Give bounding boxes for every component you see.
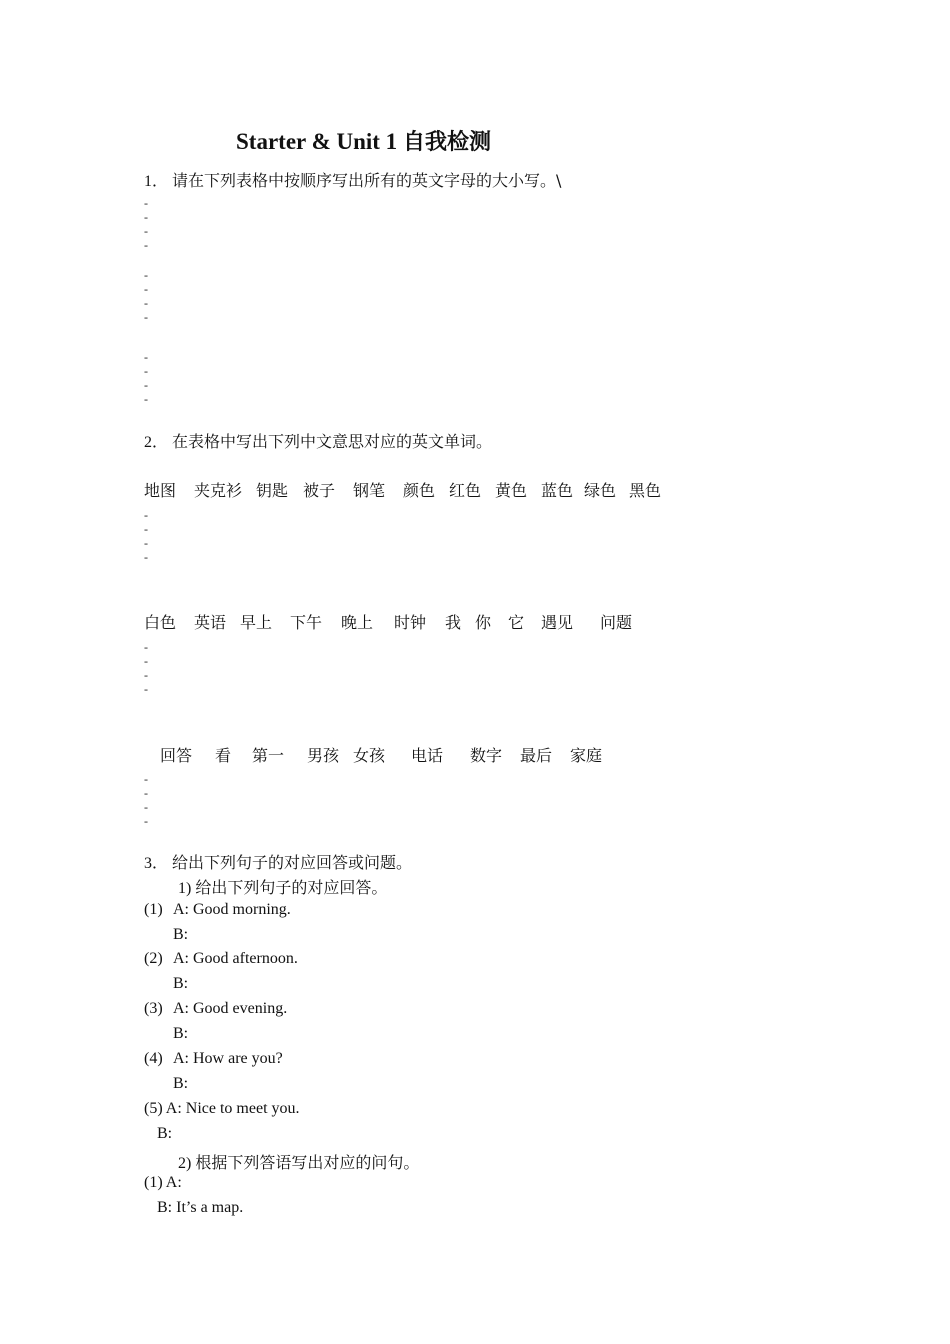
subsection-number: 1) bbox=[178, 880, 196, 897]
dialogue-a: A: Good morning. bbox=[173, 901, 291, 918]
subsection-text: 给出下列句子的对应回答。 bbox=[195, 878, 388, 897]
dash-mark: - bbox=[144, 786, 148, 800]
word-cell: 电话 bbox=[411, 746, 444, 765]
dash-mark: - bbox=[144, 350, 148, 364]
word-cell: 你 bbox=[475, 613, 492, 632]
dialogue-a: (1) A: bbox=[144, 1174, 182, 1191]
dash-mark: - bbox=[144, 682, 148, 696]
word-cell: 最后 bbox=[520, 746, 553, 765]
word-cell: 问题 bbox=[600, 613, 633, 632]
question-1 bbox=[144, 168, 561, 191]
word-cell: 男孩 bbox=[307, 746, 340, 765]
question-2 bbox=[144, 429, 492, 452]
table-placeholder bbox=[144, 350, 148, 406]
dash-mark: - bbox=[144, 550, 148, 564]
question-text: 请在下列表格中按顺序写出所有的英文字母的大小写。\ bbox=[172, 171, 562, 190]
word-cell: 被子 bbox=[303, 481, 336, 500]
dash-mark: - bbox=[144, 364, 148, 378]
word-cell: 蓝色 bbox=[541, 481, 574, 500]
dialogue-b: B: bbox=[173, 1075, 189, 1092]
item-number: (3) bbox=[144, 1000, 163, 1017]
dialogue-b: B: bbox=[157, 1125, 173, 1142]
dash-mark: - bbox=[144, 310, 148, 324]
table-placeholder bbox=[144, 196, 148, 252]
question-text: 在表格中写出下列中文意思对应的英文单词。 bbox=[172, 432, 493, 451]
dash-mark: - bbox=[144, 296, 148, 310]
question-text: 给出下列句子的对应回答或问题。 bbox=[172, 853, 413, 872]
word-cell: 红色 bbox=[449, 481, 482, 500]
question-number: 2． bbox=[144, 434, 169, 451]
dash-mark: - bbox=[144, 800, 148, 814]
word-cell: 时钟 bbox=[394, 613, 427, 632]
subsection-2 bbox=[178, 1150, 419, 1173]
dialogue-a: A: How are you? bbox=[173, 1050, 283, 1067]
word-cell: 白色 bbox=[144, 613, 177, 632]
item-number: (4) bbox=[144, 1050, 163, 1067]
dialogue-b: B: It’s a map. bbox=[157, 1199, 244, 1216]
dash-mark: - bbox=[144, 640, 148, 654]
dash-mark: - bbox=[144, 522, 148, 536]
dash-mark: - bbox=[144, 224, 148, 238]
dialogue-a: A: Good afternoon. bbox=[173, 950, 298, 967]
table-placeholder bbox=[144, 772, 148, 828]
word-cell: 绿色 bbox=[584, 481, 617, 500]
word-cell: 女孩 bbox=[353, 746, 386, 765]
subsection-1 bbox=[178, 875, 387, 898]
word-cell: 英语 bbox=[194, 613, 227, 632]
title-chinese: 自我检测 bbox=[402, 130, 491, 155]
word-cell: 回答 bbox=[160, 746, 193, 765]
word-cell: 我 bbox=[445, 613, 462, 632]
word-cell: 遇见 bbox=[541, 613, 574, 632]
dash-mark: - bbox=[144, 508, 148, 522]
word-cell: 钥匙 bbox=[256, 481, 289, 500]
dash-mark: - bbox=[144, 814, 148, 828]
word-cell: 地图 bbox=[144, 481, 177, 500]
word-cell: 晚上 bbox=[341, 613, 374, 632]
question-3 bbox=[144, 850, 412, 873]
word-cell: 钢笔 bbox=[353, 481, 386, 500]
word-cell: 家庭 bbox=[570, 746, 603, 765]
dash-mark: - bbox=[144, 238, 148, 252]
dash-mark: - bbox=[144, 654, 148, 668]
question-number: 3． bbox=[144, 855, 169, 872]
dash-mark: - bbox=[144, 282, 148, 296]
word-cell: 下午 bbox=[290, 613, 323, 632]
dash-mark: - bbox=[144, 536, 148, 550]
dash-mark: - bbox=[144, 392, 148, 406]
dialogue-b: B: bbox=[173, 926, 189, 943]
dialogue-b: B: bbox=[173, 975, 189, 992]
word-cell: 早上 bbox=[240, 613, 273, 632]
dialogue-b: B: bbox=[173, 1025, 189, 1042]
table-placeholder bbox=[144, 640, 148, 696]
subsection-text: 根据下列答语写出对应的问句。 bbox=[195, 1153, 420, 1172]
dialogue-a: (5) A: Nice to meet you. bbox=[144, 1100, 300, 1117]
word-cell: 颜色 bbox=[403, 481, 436, 500]
dash-mark: - bbox=[144, 210, 148, 224]
subsection-number: 2) bbox=[178, 1155, 196, 1172]
table-placeholder bbox=[144, 508, 148, 564]
dash-mark: - bbox=[144, 196, 148, 210]
word-cell: 黄色 bbox=[495, 481, 528, 500]
dash-mark: - bbox=[144, 378, 148, 392]
word-cell: 看 bbox=[215, 746, 232, 765]
page-title bbox=[236, 125, 491, 156]
word-cell: 第一 bbox=[252, 746, 285, 765]
item-number: (2) bbox=[144, 950, 163, 967]
table-placeholder bbox=[144, 268, 148, 324]
word-cell: 它 bbox=[508, 613, 525, 632]
word-cell: 数字 bbox=[470, 746, 503, 765]
item-number: (1) bbox=[144, 901, 163, 918]
word-cell: 夹克衫 bbox=[194, 481, 243, 500]
dash-mark: - bbox=[144, 668, 148, 682]
dash-mark: - bbox=[144, 772, 148, 786]
question-number: 1． bbox=[144, 173, 169, 190]
dash-mark: - bbox=[144, 268, 148, 282]
title-english: Starter & Unit 1 bbox=[236, 129, 403, 154]
word-cell: 黑色 bbox=[629, 481, 662, 500]
dialogue-a: A: Good evening. bbox=[173, 1000, 288, 1017]
